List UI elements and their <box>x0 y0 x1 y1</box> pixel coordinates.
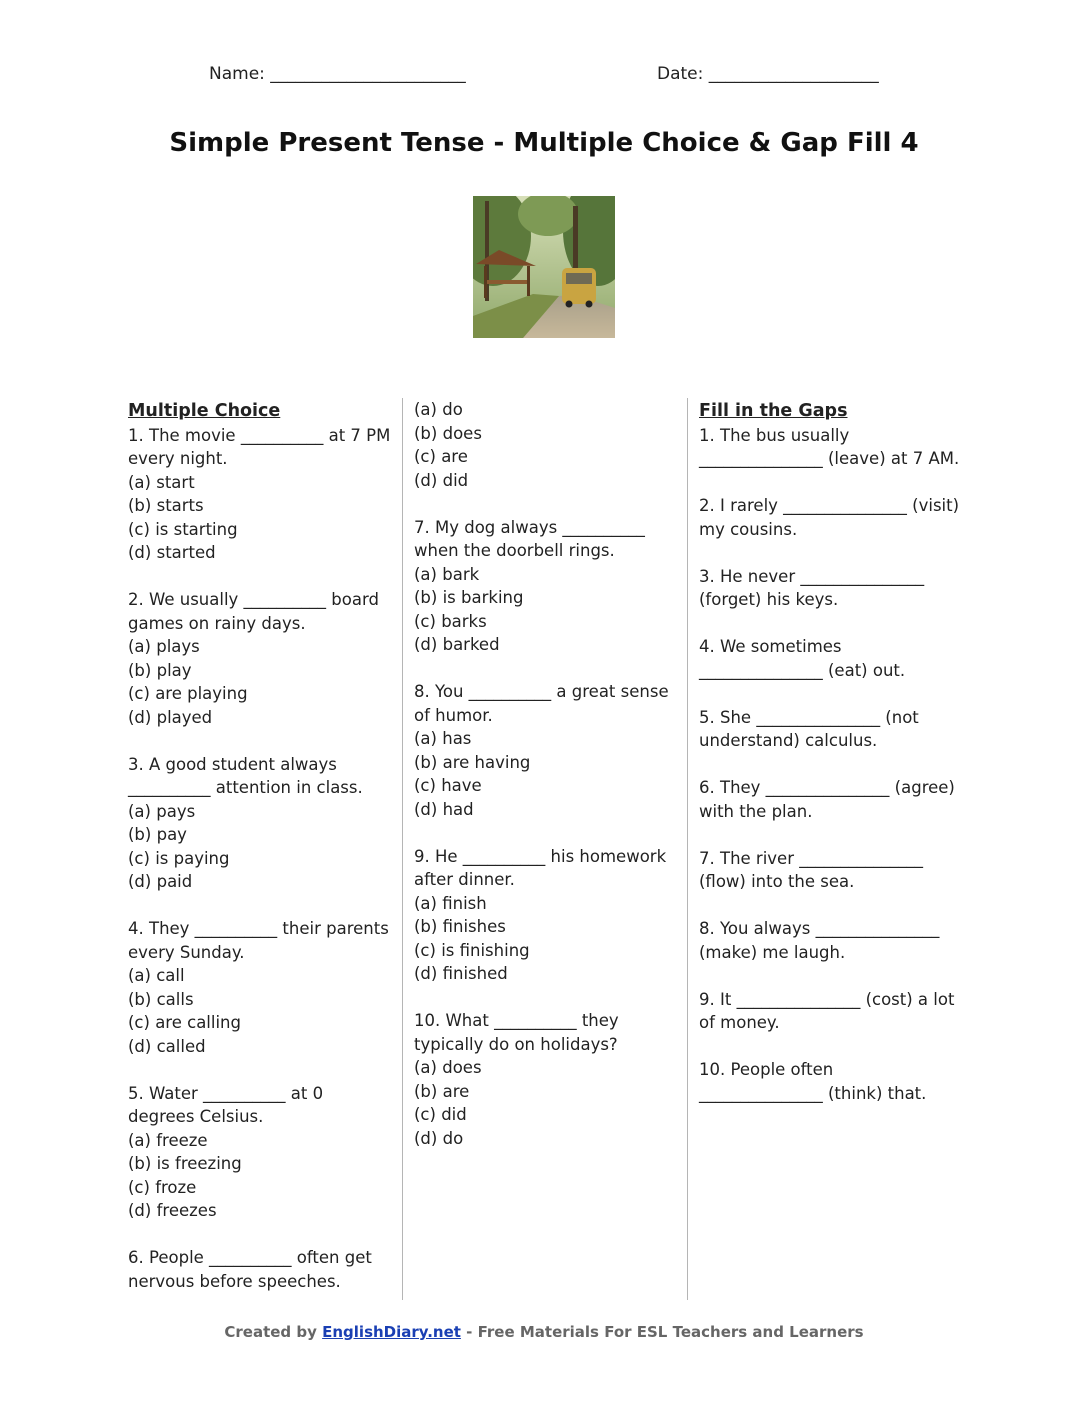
answer-option: (d) paid <box>128 872 193 891</box>
gap-fill-item-2 <box>699 494 964 541</box>
footer <box>0 1323 1088 1341</box>
answer-option: (b) is barking <box>414 588 524 607</box>
answer-option: (b) pay <box>128 825 187 844</box>
column-divider-right <box>687 398 688 1300</box>
question-9 <box>414 845 676 986</box>
question-prompt-line: typically do on holidays? <box>414 1034 618 1054</box>
answer-option: (a) start <box>128 472 195 492</box>
gap-fill-line: (forget) his keys. <box>699 590 839 609</box>
answer-option: (c) did <box>414 1105 467 1124</box>
column-divider-left <box>402 398 403 1300</box>
answer-option: (c) have <box>414 776 482 795</box>
multiple-choice-column-2 <box>414 398 676 1174</box>
question-prompt-line: every Sunday. <box>128 942 245 962</box>
question-5 <box>128 1082 393 1223</box>
gap-fill-item-3 <box>699 565 964 612</box>
gap-fill-line: 8. You always _______________ <box>699 919 940 938</box>
answer-option: (b) are <box>414 1081 470 1101</box>
question-2 <box>128 588 393 729</box>
answer-option: (d) called <box>128 1036 206 1056</box>
question-3 <box>128 753 393 894</box>
gap-fill-line: 4. We sometimes <box>699 637 842 656</box>
answer-option: (b) is freezing <box>128 1154 242 1173</box>
question-6-options <box>414 398 676 492</box>
gap-fill-item-1 <box>699 424 964 471</box>
multiple-choice-column-1 <box>128 398 393 1293</box>
footer-suffix: - Free Materials For ESL Teachers and Learners <box>460 1323 864 1341</box>
answer-option: (c) is finishing <box>414 940 530 960</box>
gap-fill-line: with the plan. <box>699 801 813 821</box>
answer-option: (d) freezes <box>128 1201 217 1220</box>
answer-option: (c) is starting <box>128 519 238 539</box>
gap-fill-line: my cousins. <box>699 519 798 539</box>
gap-fill-line: 2. I rarely _______________ (visit) <box>699 496 960 515</box>
answer-option: (b) calls <box>128 989 194 1009</box>
gap-fill-item-8 <box>699 917 964 964</box>
answer-option: (c) is paying <box>128 848 230 868</box>
question-prompt-line: after dinner. <box>414 870 515 889</box>
answer-option: (b) starts <box>128 496 204 515</box>
gap-fill-line: _______________ (eat) out. <box>699 660 906 680</box>
gap-fill-line: understand) calculus. <box>699 731 878 750</box>
answer-option: (d) barked <box>414 635 500 654</box>
question-10 <box>414 1009 676 1150</box>
gap-fill-column <box>699 398 964 1129</box>
gap-fill-item-10 <box>699 1058 964 1105</box>
gap-fill-item-9 <box>699 988 964 1035</box>
question-6-prompt <box>128 1246 393 1293</box>
answer-option: (b) are having <box>414 752 531 772</box>
question-prompt-line: 3. A good student always <box>128 754 337 774</box>
gap-fill-item-4 <box>699 635 964 682</box>
footer-link[interactable]: EnglishDiary.net <box>322 1323 461 1341</box>
gap-fill-line: of money. <box>699 1013 780 1032</box>
answer-option: (d) had <box>414 799 474 819</box>
question-prompt-line: degrees Celsius. <box>128 1107 264 1126</box>
answer-option: (d) do <box>414 1128 464 1148</box>
question-prompt-line: nervous before speeches. <box>128 1271 341 1291</box>
gap-fill-line: 7. The river _______________ <box>699 848 923 868</box>
question-prompt-line: every night. <box>128 449 228 468</box>
answer-option: (c) are playing <box>128 684 248 703</box>
question-prompt-line: 6. People __________ often get <box>128 1248 372 1267</box>
date-field: Date: ____________________ <box>657 64 879 84</box>
answer-option: (c) barks <box>414 611 487 631</box>
answer-option: (a) call <box>128 966 185 985</box>
gap-fill-line: _______________ (think) that. <box>699 1083 927 1103</box>
gap-fill-line: (make) me laugh. <box>699 942 846 962</box>
answer-option: (a) bark <box>414 564 480 584</box>
gap-fill-item-5 <box>699 706 964 753</box>
gap-fill-line: _______________ (leave) at 7 AM. <box>699 449 960 468</box>
answer-option: (d) finished <box>414 964 508 983</box>
question-prompt-line: 8. You __________ a great sense <box>414 682 669 701</box>
question-prompt-line: of humor. <box>414 705 493 725</box>
answer-option: (a) freeze <box>128 1130 208 1150</box>
question-prompt-line: 7. My dog always __________ <box>414 517 645 537</box>
answer-option: (b) does <box>414 423 482 443</box>
question-prompt-line: when the doorbell rings. <box>414 541 615 560</box>
question-8 <box>414 680 676 821</box>
gap-fill-line: 9. It _______________ (cost) a lot <box>699 989 955 1009</box>
gap-fill-heading: Fill in the Gaps <box>699 401 848 421</box>
answer-option: (a) pays <box>128 801 196 821</box>
bus-stop-illustration <box>473 196 615 338</box>
answer-option: (d) played <box>128 707 213 727</box>
footer-prefix: Created by <box>224 1323 323 1341</box>
gap-fill-line: (flow) into the sea. <box>699 872 855 891</box>
answer-option: (a) finish <box>414 893 487 913</box>
question-prompt-line: __________ attention in class. <box>128 778 363 797</box>
answer-option: (a) does <box>414 1058 482 1077</box>
answer-option: (a) has <box>414 729 472 748</box>
question-prompt-line: 1. The movie __________ at 7 PM <box>128 425 391 445</box>
worksheet-title: Simple Present Tense - Multiple Choice & Gap Fill 4 <box>169 128 919 158</box>
name-field: Name: _______________________ <box>209 64 466 84</box>
question-4 <box>128 917 393 1058</box>
question-7 <box>414 516 676 657</box>
answer-option: (d) did <box>414 470 469 490</box>
gap-fill-line: 3. He never _______________ <box>699 566 925 586</box>
answer-option: (c) are calling <box>128 1013 241 1032</box>
question-prompt-line: 9. He __________ his homework <box>414 846 667 866</box>
answer-option: (b) finishes <box>414 917 506 936</box>
answer-option: (c) are <box>414 447 468 466</box>
question-prompt-line: 10. What __________ they <box>414 1011 619 1030</box>
gap-fill-line: 5. She _______________ (not <box>699 707 919 727</box>
multiple-choice-heading: Multiple Choice <box>128 401 281 421</box>
question-prompt-line: 4. They __________ their parents <box>128 919 389 938</box>
question-1 <box>128 424 393 565</box>
question-prompt-line: 2. We usually __________ board <box>128 590 379 609</box>
gap-fill-item-7 <box>699 847 964 894</box>
answer-option: (c) froze <box>128 1177 197 1197</box>
gap-fill-line: 1. The bus usually <box>699 425 850 445</box>
question-prompt-line: 5. Water __________ at 0 <box>128 1083 324 1103</box>
question-prompt-line: games on rainy days. <box>128 613 306 633</box>
gap-fill-item-6 <box>699 776 964 823</box>
answer-option: (b) play <box>128 660 192 680</box>
answer-option: (d) started <box>128 543 216 562</box>
answer-option: (a) do <box>414 400 463 419</box>
answer-option: (a) plays <box>128 637 200 656</box>
gap-fill-line: 10. People often <box>699 1060 834 1079</box>
gap-fill-line: 6. They _______________ (agree) <box>699 778 955 797</box>
